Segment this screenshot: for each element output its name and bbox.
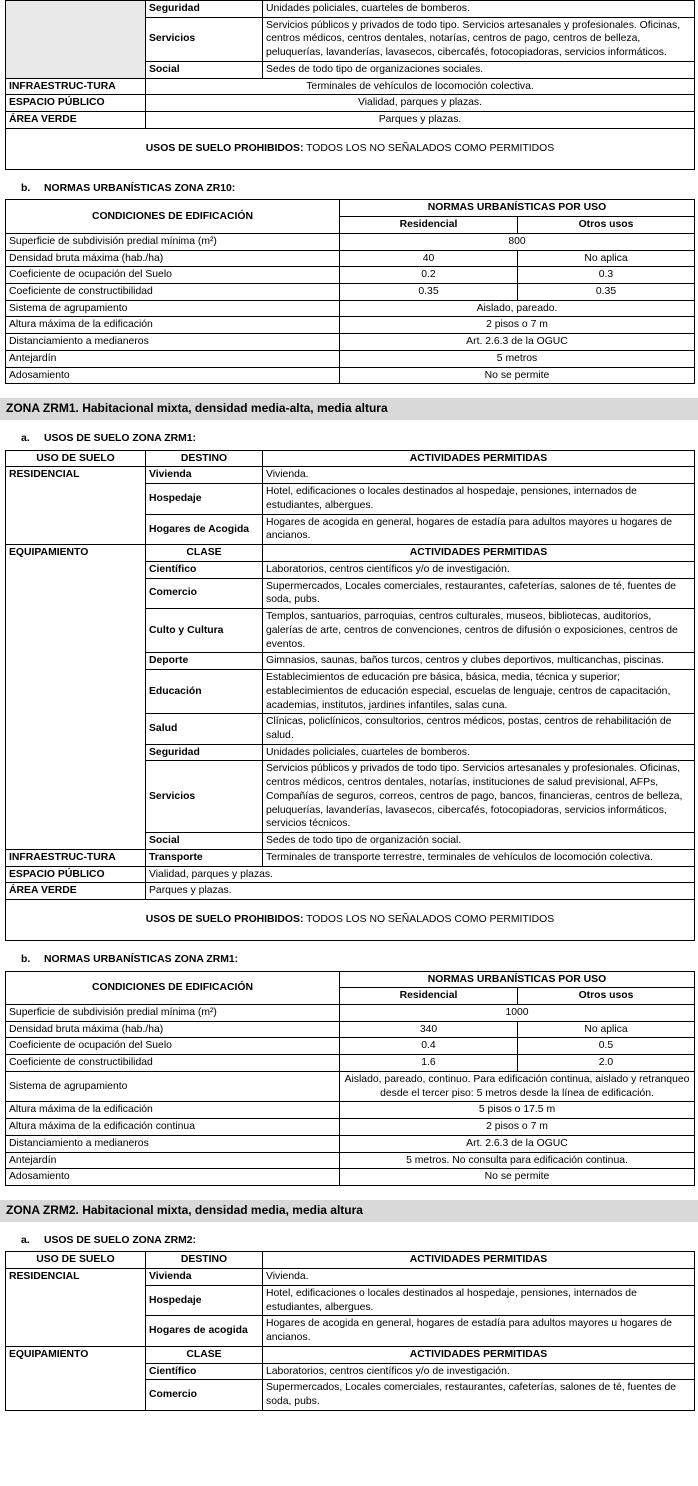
norm-value-cell: 2 pisos o 7 m — [340, 1119, 695, 1136]
activities-cell: Unidades policiales, cuarteles de bomberos. — [263, 744, 695, 761]
use-category-cell: INFRAESTRUC-TURA — [6, 78, 146, 95]
normas-table-zr10 — [5, 199, 695, 384]
destino-cell: Hospedaje — [146, 1285, 263, 1315]
destino-cell: Seguridad — [146, 1, 263, 18]
conditions-header-cell: CONDICIONES DE EDIFICACIÓN — [6, 971, 340, 1004]
destino-cell: Hospedaje — [146, 484, 263, 514]
activities-cell: Hogares de acogida en general, hogares de estadía para adultos mayores u hogares de ancianos. — [263, 1316, 695, 1346]
destino-cell: Transporte — [146, 849, 263, 866]
residential-column-header: Residencial — [340, 988, 518, 1005]
norm-value-cell: Art. 2.6.3 de la OGUC — [340, 334, 695, 351]
norm-value-cell: 0.35 — [340, 284, 518, 301]
destino-cell: Servicios — [146, 761, 263, 833]
normas-table-zrm1 — [5, 971, 695, 1187]
activities-cell: Servicios públicos y privados de todo tipo. Servicios artesanales y profesionales. Oficinas, centros médicos, centros dentales, notarías, centros de pago, centros de belleza, peluquerías, lavanderías, lavasecos, cibercafés, fotocopiadoras, servicios informáticos. — [263, 17, 695, 61]
destino-cell: Hogares de Acogida — [146, 514, 263, 544]
table-row — [6, 267, 695, 284]
use-category-cell: ESPACIO PÚBLICO — [6, 866, 146, 883]
prohibited-uses-cell — [6, 900, 695, 941]
norm-label-cell: Antejardín — [6, 350, 340, 367]
norm-label-cell: Adosamiento — [6, 1169, 340, 1186]
activities-cell: Hogares de acogida en general, hogares de estadía para adultos mayores u hogares de ancianos. — [263, 514, 695, 544]
table-row — [6, 367, 695, 384]
table-row — [6, 128, 695, 169]
norm-value-cell: 40 — [340, 250, 518, 267]
norm-label-cell: Densidad bruta máxima (hab./ha) — [6, 250, 340, 267]
norm-label-cell: Coeficiente de constructibilidad — [6, 1055, 340, 1072]
table-row — [6, 545, 695, 562]
destino-cell: Social — [146, 61, 263, 78]
destino-cell: Comercio — [146, 1380, 263, 1410]
norm-label-cell: Adosamiento — [6, 367, 340, 384]
norm-label-cell: Superficie de subdivisión predial mínima (m²) — [6, 233, 340, 250]
destino-cell: Vivienda — [146, 1269, 263, 1286]
norm-value-cell: No se permite — [340, 1169, 695, 1186]
norm-label-cell: Altura máxima de la edificación continua — [6, 1119, 340, 1136]
norm-value-cell: Aislado, pareado. — [340, 300, 695, 317]
activities-cell: Vivienda. — [263, 467, 695, 484]
table-row — [6, 284, 695, 301]
norms-group-header-cell: NORMAS URBANÍSTICAS POR USO — [340, 971, 695, 988]
column-header: USO DE SUELO — [6, 1252, 146, 1269]
norm-value-cell: 2 pisos o 7 m — [340, 317, 695, 334]
section-label-usos-zrm1 — [21, 432, 698, 446]
table-row — [6, 883, 695, 900]
activities-cell: Gimnasios, saunas, baños turcos, centros y clubes deportivos, multicanchas, piscinas. — [263, 653, 695, 670]
destino-cell: Servicios — [146, 17, 263, 61]
norm-label-cell: Coeficiente de ocupación del Suelo — [6, 1038, 340, 1055]
prohibited-uses-label: USOS DE SUELO PROHIBIDOS: — [145, 914, 304, 926]
norms-group-header-cell: NORMAS URBANÍSTICAS POR USO — [340, 200, 695, 217]
column-header: DESTINO — [146, 450, 263, 467]
activities-cell: Vivienda. — [263, 1269, 695, 1286]
table-row — [6, 317, 695, 334]
table-row — [6, 95, 695, 112]
norm-value-cell: 0.5 — [518, 1038, 695, 1055]
zone-heading-zrm2: ZONA ZRM2. Habitacional mixta, densidad media, media altura — [0, 1200, 698, 1222]
table-row — [6, 1169, 695, 1186]
destino-cell: Culto y Cultura — [146, 609, 263, 653]
table-row — [6, 233, 695, 250]
norm-value-cell: 0.2 — [340, 267, 518, 284]
activities-cell: Sedes de todo tipo de organizaciones sociales. — [263, 61, 695, 78]
norm-value-cell: 5 metros. No consulta para edificación continua. — [340, 1152, 695, 1169]
table-row — [6, 1152, 695, 1169]
norm-value-cell: Art. 2.6.3 de la OGUC — [340, 1135, 695, 1152]
norm-label-cell: Superficie de subdivisión predial mínima (m²) — [6, 1004, 340, 1021]
norm-label-cell: Coeficiente de ocupación del Suelo — [6, 267, 340, 284]
table-row — [6, 350, 695, 367]
table-row — [6, 1021, 695, 1038]
table-row — [6, 1252, 695, 1269]
table-row — [6, 450, 695, 467]
norm-value-cell: 5 metros — [340, 350, 695, 367]
destino-cell: Vivienda — [146, 467, 263, 484]
list-prefix: b. — [21, 182, 31, 194]
section-title: USOS DE SUELO ZONA ZRM2: — [44, 1234, 197, 1246]
residential-column-header: Residencial — [340, 217, 518, 234]
table-row — [6, 900, 695, 941]
activities-cell: Supermercados, Locales comerciales, restaurantes, cafeterías, salones de té, fuentes de soda, pubs. — [263, 1380, 695, 1410]
table-row — [6, 1, 695, 18]
table-row — [6, 1004, 695, 1021]
table-row — [6, 1346, 695, 1363]
use-category-cell: ÁREA VERDE — [6, 883, 146, 900]
destino-cell: Científico — [146, 1363, 263, 1380]
activities-cell: Servicios públicos y privados de todo tipo. Servicios artesanales y profesionales. Oficinas, centros médicos, centros dentales, notarías, instituciones de salud previsional, AFPs, Compañías de seguros, correos, centros de pago, bancos, financieras, centros de belleza, peluquerías, lavanderías, lavasecos, cibercafés, fotocopiadoras, servicios informáticos, servicios técnicos. — [263, 761, 695, 833]
norm-value-cell: No se permite — [340, 367, 695, 384]
table-row — [6, 1071, 695, 1101]
other-uses-column-header: Otros usos — [518, 217, 695, 234]
table-row — [6, 78, 695, 95]
table-row — [6, 1135, 695, 1152]
norm-value-cell: 2.0 — [518, 1055, 695, 1072]
destino-cell: Deporte — [146, 653, 263, 670]
destino-cell: Social — [146, 833, 263, 850]
subheader-clase: CLASE — [146, 1346, 263, 1363]
prohibited-uses-text: TODOS LOS NO SEÑALADOS COMO PERMITIDOS — [306, 914, 555, 926]
norm-value-cell: 0.35 — [518, 284, 695, 301]
activities-cell: Templos, santuarios, parroquias, centros culturales, museos, bibliotecas, auditorios, galerías de arte, centros de convenciones, centros de difusión o exposiciones, centros de eventos. — [263, 609, 695, 653]
section-title: USOS DE SUELO ZONA ZRM1: — [44, 433, 197, 445]
table-row — [6, 300, 695, 317]
list-prefix: a. — [21, 433, 30, 445]
column-header: ACTIVIDADES PERMITIDAS — [263, 1252, 695, 1269]
destino-cell: Educación — [146, 670, 263, 714]
table-row — [6, 866, 695, 883]
norm-label-cell: Densidad bruta máxima (hab./ha) — [6, 1021, 340, 1038]
table-row — [6, 467, 695, 484]
norm-value-cell: 340 — [340, 1021, 518, 1038]
use-category-cell: RESIDENCIAL — [6, 1269, 146, 1347]
activities-cell: Hotel, edificaciones o locales destinados al hospedaje, pensiones, internados de estudiantes, albergues. — [263, 1285, 695, 1315]
norm-value-cell: 0.3 — [518, 267, 695, 284]
subheader-activities: ACTIVIDADES PERMITIDAS — [263, 1346, 695, 1363]
table-row — [6, 971, 695, 988]
section-label-normas-zrm1 — [21, 953, 698, 967]
norm-label-cell: Sistema de agrupamiento — [6, 1071, 340, 1101]
table-row — [6, 1055, 695, 1072]
destino-cell: Hogares de acogida — [146, 1316, 263, 1346]
empty-continued-cell — [6, 1, 146, 79]
column-header: DESTINO — [146, 1252, 263, 1269]
norm-value-cell: 5 pisos o 17.5 m — [340, 1102, 695, 1119]
section-title: NORMAS URBANÍSTICAS ZONA ZR10: — [44, 182, 236, 194]
zone-heading-zrm1: ZONA ZRM1. Habitacional mixta, densidad media-alta, media altura — [0, 398, 698, 420]
norm-value-cell: Aislado, pareado, continuo. Para edificación continua, aislado y retranqueo desde el tercer piso: 5 metros desde la línea de edificación. — [340, 1071, 695, 1101]
subheader-clase: CLASE — [146, 545, 263, 562]
table-row — [6, 200, 695, 217]
activities-cell: Laboratorios, centros científicos y/o de investigación. — [263, 561, 695, 578]
table-row — [6, 250, 695, 267]
norm-value-cell: 1.6 — [340, 1055, 518, 1072]
norm-label-cell: Antejardín — [6, 1152, 340, 1169]
norm-value-cell: No aplica — [518, 250, 695, 267]
list-prefix: a. — [21, 1234, 30, 1246]
section-title: NORMAS URBANÍSTICAS ZONA ZRM1: — [44, 953, 239, 965]
activities-cell: Vialidad, parques y plazas. — [146, 95, 695, 112]
other-uses-column-header: Otros usos — [518, 988, 695, 1005]
norm-value-cell: 1000 — [340, 1004, 695, 1021]
prohibited-uses-text: TODOS LOS NO SEÑALADOS COMO PERMITIDOS — [306, 142, 555, 154]
table-row — [6, 334, 695, 351]
prohibited-uses-cell — [6, 128, 695, 169]
norm-label-cell: Coeficiente de constructibilidad — [6, 284, 340, 301]
activities-cell: Hotel, edificaciones o locales destinados al hospedaje, pensiones, internados de estudiantes, albergues. — [263, 484, 695, 514]
list-prefix: b. — [21, 953, 31, 965]
table-row — [6, 1102, 695, 1119]
activities-cell: Laboratorios, centros científicos y/o de investigación. — [263, 1363, 695, 1380]
use-category-cell: RESIDENCIAL — [6, 467, 146, 545]
prohibited-uses-label: USOS DE SUELO PROHIBIDOS: — [145, 142, 304, 154]
norm-value-cell: 800 — [340, 233, 695, 250]
conditions-header-cell: CONDICIONES DE EDIFICACIÓN — [6, 200, 340, 233]
norm-label-cell: Distanciamiento a medianeros — [6, 1135, 340, 1152]
table-row — [6, 1038, 695, 1055]
activities-cell: Establecimientos de educación pre básica, básica, media, técnica y superior; establecimientos de educación especial, escuelas de lenguaje, centros de capacitación, academias, institutos, jardines infantiles, salas cuna. — [263, 670, 695, 714]
activities-cell: Parques y plazas. — [146, 112, 695, 129]
destino-cell: Comercio — [146, 578, 263, 608]
activities-cell: Parques y plazas. — [146, 883, 695, 900]
destino-cell: Seguridad — [146, 744, 263, 761]
norm-value-cell: 0.4 — [340, 1038, 518, 1055]
section-label-usos-zrm2 — [21, 1234, 698, 1248]
norm-label-cell: Sistema de agrupamiento — [6, 300, 340, 317]
table-row — [6, 1119, 695, 1136]
table-row — [6, 849, 695, 866]
column-header: ACTIVIDADES PERMITIDAS — [263, 450, 695, 467]
use-category-cell: EQUIPAMIENTO — [6, 1346, 146, 1410]
table-row — [6, 112, 695, 129]
land-use-table-continuation — [5, 0, 695, 170]
use-category-cell: INFRAESTRUC-TURA — [6, 849, 146, 866]
activities-cell: Sedes de todo tipo de organización social. — [263, 833, 695, 850]
norm-label-cell: Altura máxima de la edificación — [6, 1102, 340, 1119]
use-category-cell: EQUIPAMIENTO — [6, 545, 146, 850]
table-row — [6, 1269, 695, 1286]
subheader-activities: ACTIVIDADES PERMITIDAS — [263, 545, 695, 562]
norm-label-cell: Distanciamiento a medianeros — [6, 334, 340, 351]
destino-cell: Científico — [146, 561, 263, 578]
activities-cell: Terminales de vehículos de locomoción colectiva. — [146, 78, 695, 95]
land-use-table-zrm1 — [5, 450, 695, 941]
norm-value-cell: No aplica — [518, 1021, 695, 1038]
activities-cell: Clínicas, policlínicos, consultorios, centros médicos, postas, centros de rehabilitación de salud. — [263, 714, 695, 744]
section-label-normas-zr10 — [21, 182, 698, 196]
activities-cell: Supermercados, Locales comerciales, restaurantes, cafeterías, salones de té, fuentes de soda, pubs. — [263, 578, 695, 608]
activities-cell: Vialidad, parques y plazas. — [146, 866, 695, 883]
column-header: USO DE SUELO — [6, 450, 146, 467]
activities-cell: Terminales de transporte terrestre, terminales de vehículos de locomoción colectiva. — [263, 849, 695, 866]
use-category-cell: ÁREA VERDE — [6, 112, 146, 129]
land-use-table-zrm2 — [5, 1251, 695, 1410]
activities-cell: Unidades policiales, cuarteles de bomberos. — [263, 1, 695, 18]
use-category-cell: ESPACIO PÚBLICO — [6, 95, 146, 112]
destino-cell: Salud — [146, 714, 263, 744]
norm-label-cell: Altura máxima de la edificación — [6, 317, 340, 334]
